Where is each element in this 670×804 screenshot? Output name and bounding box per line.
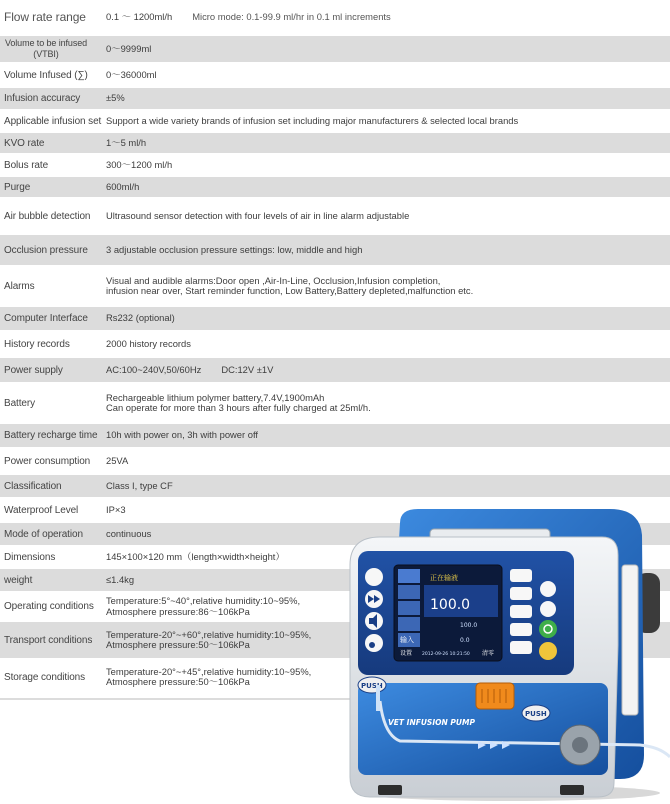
spec-value: 1～5 ml/h xyxy=(106,136,147,148)
screen-settings-label: 设置 xyxy=(400,650,413,657)
spec-row-power-supply xyxy=(0,358,670,382)
soft-key[interactable] xyxy=(510,605,532,618)
spec-row-interface xyxy=(0,307,670,330)
spec-row-alarms xyxy=(0,267,670,305)
spec-label: Power supply xyxy=(4,364,63,376)
spec-value: 10h with power on, 3h with power off xyxy=(106,429,259,441)
spec-label: Bolus rate xyxy=(4,159,49,171)
brand-label: VET INFUSION PUMP xyxy=(388,718,475,727)
spec-label: Volume to be infused (VTBI) xyxy=(4,38,88,59)
spec-value: Temperature:5°~40°,relative humidity:10~95%, Atmosphere pressure:86～106kPa xyxy=(106,595,301,617)
spec-value: 0.1 ～ 1200ml/h xyxy=(106,10,173,22)
push-label-left: PUSH xyxy=(361,682,383,690)
soft-key[interactable] xyxy=(510,569,532,582)
spec-row-vtbi xyxy=(0,36,670,62)
spec-label: History records xyxy=(4,338,70,350)
spec-row-accuracy xyxy=(0,88,670,109)
spec-label: Occlusion pressure xyxy=(4,244,88,256)
stop-button[interactable] xyxy=(540,581,556,597)
spec-value: 600ml/h xyxy=(106,180,140,192)
spec-row-bolus xyxy=(0,155,670,175)
spec-label: Waterproof Level xyxy=(4,504,79,516)
spec-label: Storage conditions xyxy=(4,671,86,683)
spec-value: 3 adjustable occlusion pressure settings: low, middle and high xyxy=(106,243,363,255)
spec-value-extra: Micro mode: 0.1-99.9 ml/hr in 0.1 ml increments xyxy=(192,10,391,22)
infusion-pump-image xyxy=(340,505,670,804)
power-button[interactable] xyxy=(539,620,557,638)
foot xyxy=(378,785,402,795)
spec-value: Ultrasound sensor detection with four levels of air in line alarm adjustable xyxy=(106,209,410,221)
spec-label: Classification xyxy=(4,480,62,492)
spec-value: ≤1.4kg xyxy=(106,573,135,585)
drop-icon xyxy=(369,642,375,648)
spec-value: Rechargeable lithium polymer battery,7.4V,1900mAh Can operate for more than 3 hours after fully charged at 25ml/h. xyxy=(106,391,371,413)
spec-value: Support a wide variety brands of infusion set including major manufacturers & selected local brands xyxy=(106,114,519,126)
start-button[interactable] xyxy=(540,601,556,617)
screen-vtbi-value: 100.0 xyxy=(460,622,478,629)
spec-label: weight xyxy=(4,574,33,586)
spec-label: Power consumption xyxy=(4,455,91,467)
spec-label: Dimensions xyxy=(4,551,56,563)
spec-value: 2000 history records xyxy=(106,337,191,349)
spec-value: Temperature-20°~+60°,relative humidity:10~95%, Atmosphere pressure:50～106kPa xyxy=(106,628,312,650)
screen-status: 正在输液 xyxy=(430,574,458,582)
soft-key[interactable] xyxy=(510,623,532,636)
spec-label: Air bubble detection xyxy=(4,210,91,222)
screen-cell xyxy=(398,569,420,583)
screen-input-value: 0.0 xyxy=(460,637,470,644)
spec-label: Mode of operation xyxy=(4,528,83,540)
foot xyxy=(560,785,584,795)
spec-value: AC:100~240V,50/60Hz xyxy=(106,363,202,375)
spec-row-recharge xyxy=(0,424,670,447)
spec-label: Volume Infused (∑) xyxy=(4,69,88,81)
spec-value: 25VA xyxy=(106,454,129,466)
spec-label: Alarms xyxy=(4,280,35,292)
spec-label: Battery xyxy=(4,397,35,409)
spec-row-air-bubble xyxy=(0,199,670,233)
spec-label: Flow rate range xyxy=(4,9,86,24)
spec-row-battery xyxy=(0,384,670,422)
screen-rate-value: 100.0 xyxy=(430,597,471,613)
pump-hub xyxy=(572,737,588,753)
spec-label: Operating conditions xyxy=(4,601,94,612)
side-label xyxy=(622,565,638,715)
spec-value: Rs232 (optional) xyxy=(106,312,175,324)
screen-cell xyxy=(398,617,420,631)
spec-label: Transport conditions xyxy=(4,634,93,646)
soft-key[interactable] xyxy=(510,641,532,654)
spec-row-kvo xyxy=(0,133,670,153)
spec-value-extra: DC:12V ±1V xyxy=(221,363,274,375)
spec-label: Battery recharge time xyxy=(4,430,98,441)
spec-label: Purge xyxy=(4,181,31,193)
spec-label: KVO rate xyxy=(4,137,45,149)
spec-value: ±5% xyxy=(106,92,125,104)
spec-row-classification xyxy=(0,475,670,497)
spec-value: continuous xyxy=(106,527,152,539)
spec-value: 300～1200 ml/h xyxy=(106,158,173,170)
spec-label: Infusion accuracy xyxy=(4,93,81,104)
spec-row-consumption xyxy=(0,449,670,473)
spec-row-occlusion xyxy=(0,235,670,265)
push-label-right: PUSH xyxy=(525,710,547,718)
spec-value: IP×3 xyxy=(106,503,126,515)
menu-button[interactable] xyxy=(365,568,383,586)
screen-cell xyxy=(398,585,420,599)
spec-row-infusion-set xyxy=(0,111,670,131)
spec-value: 145×100×120 mm（length×width×height） xyxy=(106,550,285,562)
screen-input-label: 输入 xyxy=(400,636,414,644)
spec-value: 0～9999ml xyxy=(106,42,152,54)
spec-row-flow-rate xyxy=(0,0,670,34)
spec-label: Applicable infusion set xyxy=(4,115,102,127)
spec-label: Computer Interface xyxy=(4,313,88,324)
soft-key[interactable] xyxy=(510,587,532,600)
spec-row-volume-infused xyxy=(0,64,670,86)
spec-row-purge xyxy=(0,177,670,197)
spec-value: 0～36000ml xyxy=(106,68,157,80)
spec-value: Temperature-20°~+45°,relative humidity:10~95%, Atmosphere pressure:50～106kPa xyxy=(106,665,312,687)
spec-value: Class I, type CF xyxy=(106,479,173,491)
alarm-silence-button[interactable] xyxy=(539,642,557,660)
screen-cell xyxy=(398,601,420,615)
spec-row-history xyxy=(0,332,670,356)
spec-value: Visual and audible alarms:Door open ,Air-In-Line, Occlusion,Infusion completion, infusion near over, Start reminder function, Low Battery,Battery depleted,malfunction etc. xyxy=(106,274,474,296)
screen-datetime: 2012-09-26 10:21:50 xyxy=(422,652,470,657)
screen-clear-key: 清零 xyxy=(482,650,495,657)
